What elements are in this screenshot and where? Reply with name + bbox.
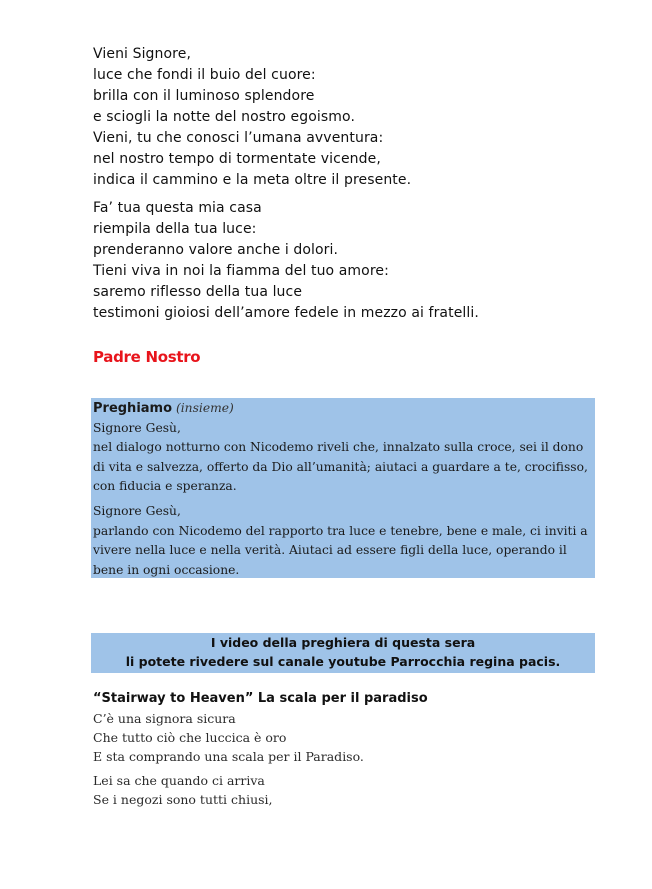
poem-line: indica il cammino e la meta oltre il presente. [93, 172, 412, 188]
video-notice-line: li potete rivedere sul canale youtube Parrocchia regina pacis. [125, 654, 561, 669]
prayer-text: parlando con Nicodemo del rapporto tra luce e tenebre, bene e male, ci inviti a vivere nella luce e nella verità. Aiutaci ad essere figli della luce, operando il bene in ogni occasione. [93, 523, 588, 577]
prayer-box [91, 398, 595, 578]
prayer-invocation: Signore Gesù, [93, 503, 181, 518]
prayer-text: nel dialogo notturno con Nicodemo riveli che, innalzato sulla croce, sei il dono di vita e salvezza, offerto da Dio all’umanità; aiutaci a guardare a te, crocifisso, con fiducia e speranza. [93, 440, 588, 494]
poem-line: Fa’ tua questa mia casa [93, 200, 262, 216]
prayer-aside: (insieme) [175, 401, 234, 415]
video-notice-line: I video della preghiera di questa sera [210, 635, 476, 650]
prayer-invocation: Signore Gesù, [93, 420, 181, 435]
padre-nostro-heading: Padre Nostro [93, 348, 201, 366]
prayer-heading [93, 399, 593, 419]
poem-line: e sciogli la notte del nostro egoismo. [93, 109, 356, 125]
poem-line: prenderanno valore anche i dolori. [93, 242, 339, 258]
poem-line: saremo riflesso della tua luce [93, 284, 303, 300]
song-line: Se i negozi sono tutti chiusi, [93, 792, 273, 808]
song-verse-2 [93, 771, 593, 809]
song-line: Che tutto ciò che luccica è oro [93, 730, 287, 746]
poem-line: brilla con il luminoso splendore [93, 88, 315, 104]
song-line: E sta comprando una scala per il Paradiso. [93, 749, 364, 765]
poem-stanza-1 [93, 44, 613, 191]
song-line: C’è una signora sicura [93, 711, 236, 726]
poem-line: luce che fondi il buio del cuore: [93, 67, 316, 83]
song-title: “Stairway to Heaven” La scala per il paradiso [93, 691, 428, 706]
song-verse-1 [93, 709, 593, 767]
poem-line: Vieni, tu che conosci l’umana avventura: [93, 130, 384, 146]
poem-line: riempila della tua luce: [93, 221, 257, 237]
poem-line: Vieni Signore, [93, 46, 191, 62]
song-line: Lei sa che quando ci arriva [93, 773, 265, 788]
video-notice-box [91, 633, 595, 673]
prayer-title: Preghiamo [93, 401, 173, 416]
poem-line: testimoni gioiosi dell’amore fedele in mezzo ai fratelli. [93, 305, 479, 321]
poem-line: Tieni viva in noi la fiamma del tuo amore: [93, 263, 389, 279]
poem-stanza-2 [93, 198, 613, 324]
poem-line: nel nostro tempo di tormentate vicende, [93, 151, 381, 167]
